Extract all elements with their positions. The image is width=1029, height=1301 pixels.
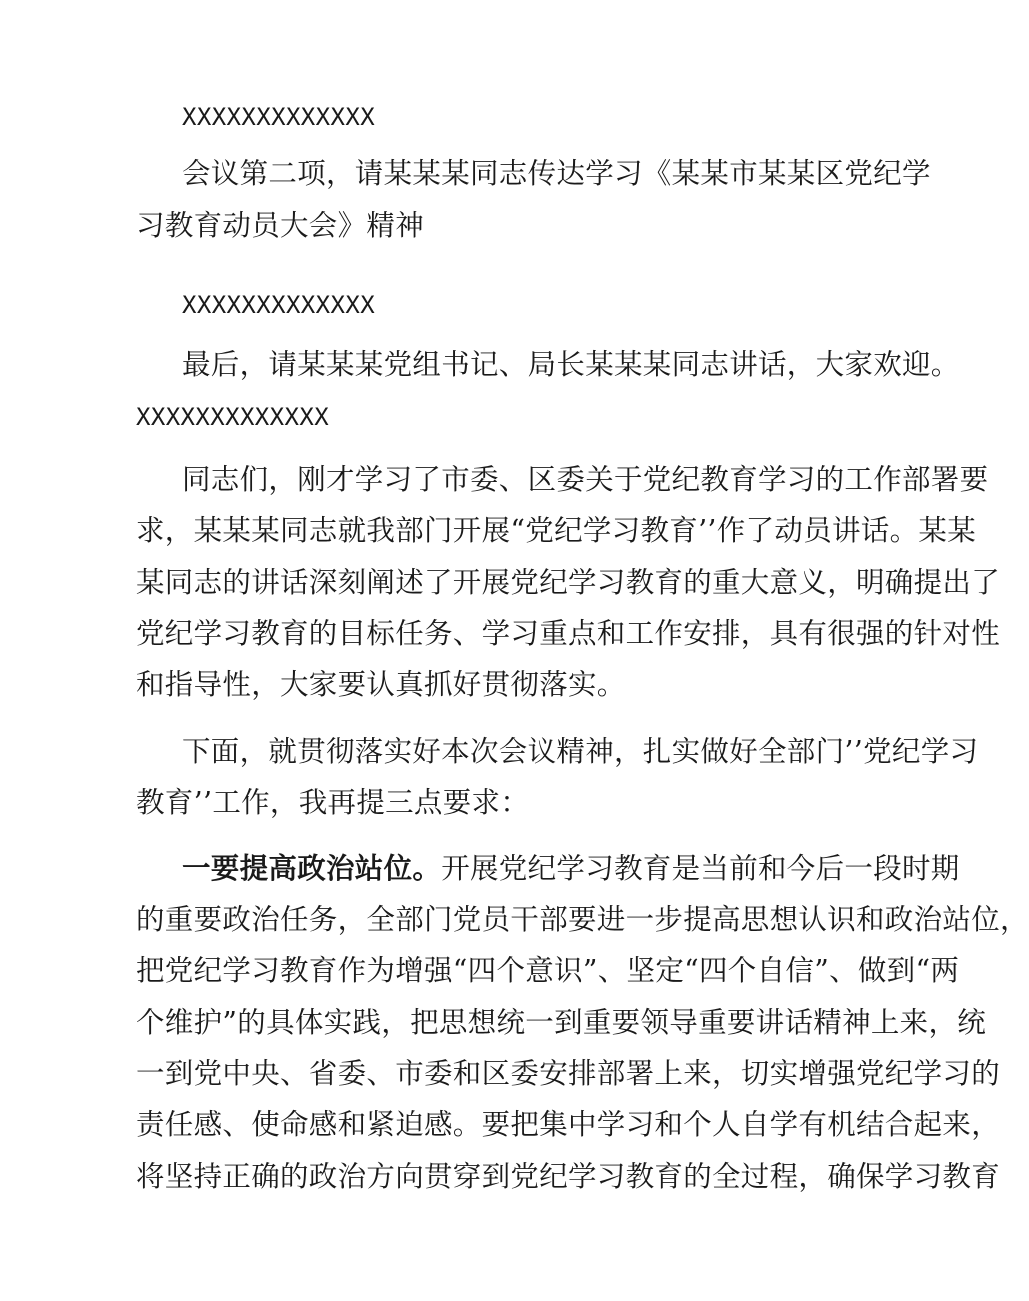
speech-paragraph-1-line-4: 党纪学习教育的目标任务、学习重点和工作安排，具有很强的针对性 [136, 617, 1001, 650]
speech-paragraph-1-line-5: 和指导性，大家要认真抓好贯彻落实。 [136, 668, 626, 701]
speech-paragraph-2-line-2: 教育’’工作，我再提三点要求： [136, 786, 530, 819]
requirement-one-line-3: 把党纪学习教育作为增强“四个意识”、坚定“四个自信”、做到“两 [136, 954, 960, 987]
placeholder-marker-2: XXXXXXXXXXXXX [182, 291, 376, 319]
requirement-one-line-4: 个维护”的具体实践，把思想统一到重要领导重要讲话精神上来，统 [136, 1006, 987, 1039]
agenda-item-two-line-1: 会议第二项，请某某某同志传达学习《某某市某某区党纪学 [182, 157, 931, 190]
requirement-one-text: 开展党纪学习教育是当前和今后一段时期 [441, 852, 960, 885]
requirement-one-line-2: 的重要政治任务，全部门党员干部要进一步提高思想认识和政治站位， [136, 903, 1029, 936]
placeholder-marker-1: XXXXXXXXXXXXX [182, 103, 376, 131]
requirement-one-line-6: 责任感、使命感和紧迫感。要把集中学习和个人自学有机结合起来， [136, 1108, 1001, 1141]
closing-remarks-intro: 最后，请某某某党组书记、局长某某某同志讲话，大家欢迎。 [182, 348, 960, 381]
requirement-one-line-1 [182, 851, 960, 886]
placeholder-marker-3: XXXXXXXXXXXXX [136, 403, 330, 431]
speech-paragraph-1-line-2: 求，某某某同志就我部门开展“党纪学习教育’’作了动员讲话。某某 [136, 514, 976, 547]
requirement-one-line-5: 一到党中央、省委、市委和区委安排部署上来，切实增强党纪学习的 [136, 1057, 1001, 1090]
agenda-item-two-line-2: 习教育动员大会》精神 [136, 209, 425, 242]
requirement-one-line-7: 将坚持正确的政治方向贯穿到党纪学习教育的全过程，确保学习教育 [136, 1160, 1001, 1193]
speech-paragraph-1-line-3: 某同志的讲话深刻阐述了开展党纪学习教育的重大意义，明确提出了 [136, 566, 1001, 599]
speech-paragraph-1-line-1: 同志们，刚才学习了市委、区委关于党纪教育学习的工作部署要 [182, 463, 989, 496]
requirement-one-heading: 一要提高政治站位。 [182, 851, 442, 885]
speech-paragraph-2-line-1: 下面，就贯彻落实好本次会议精神，扎实做好全部门’’党纪学习 [182, 735, 979, 768]
